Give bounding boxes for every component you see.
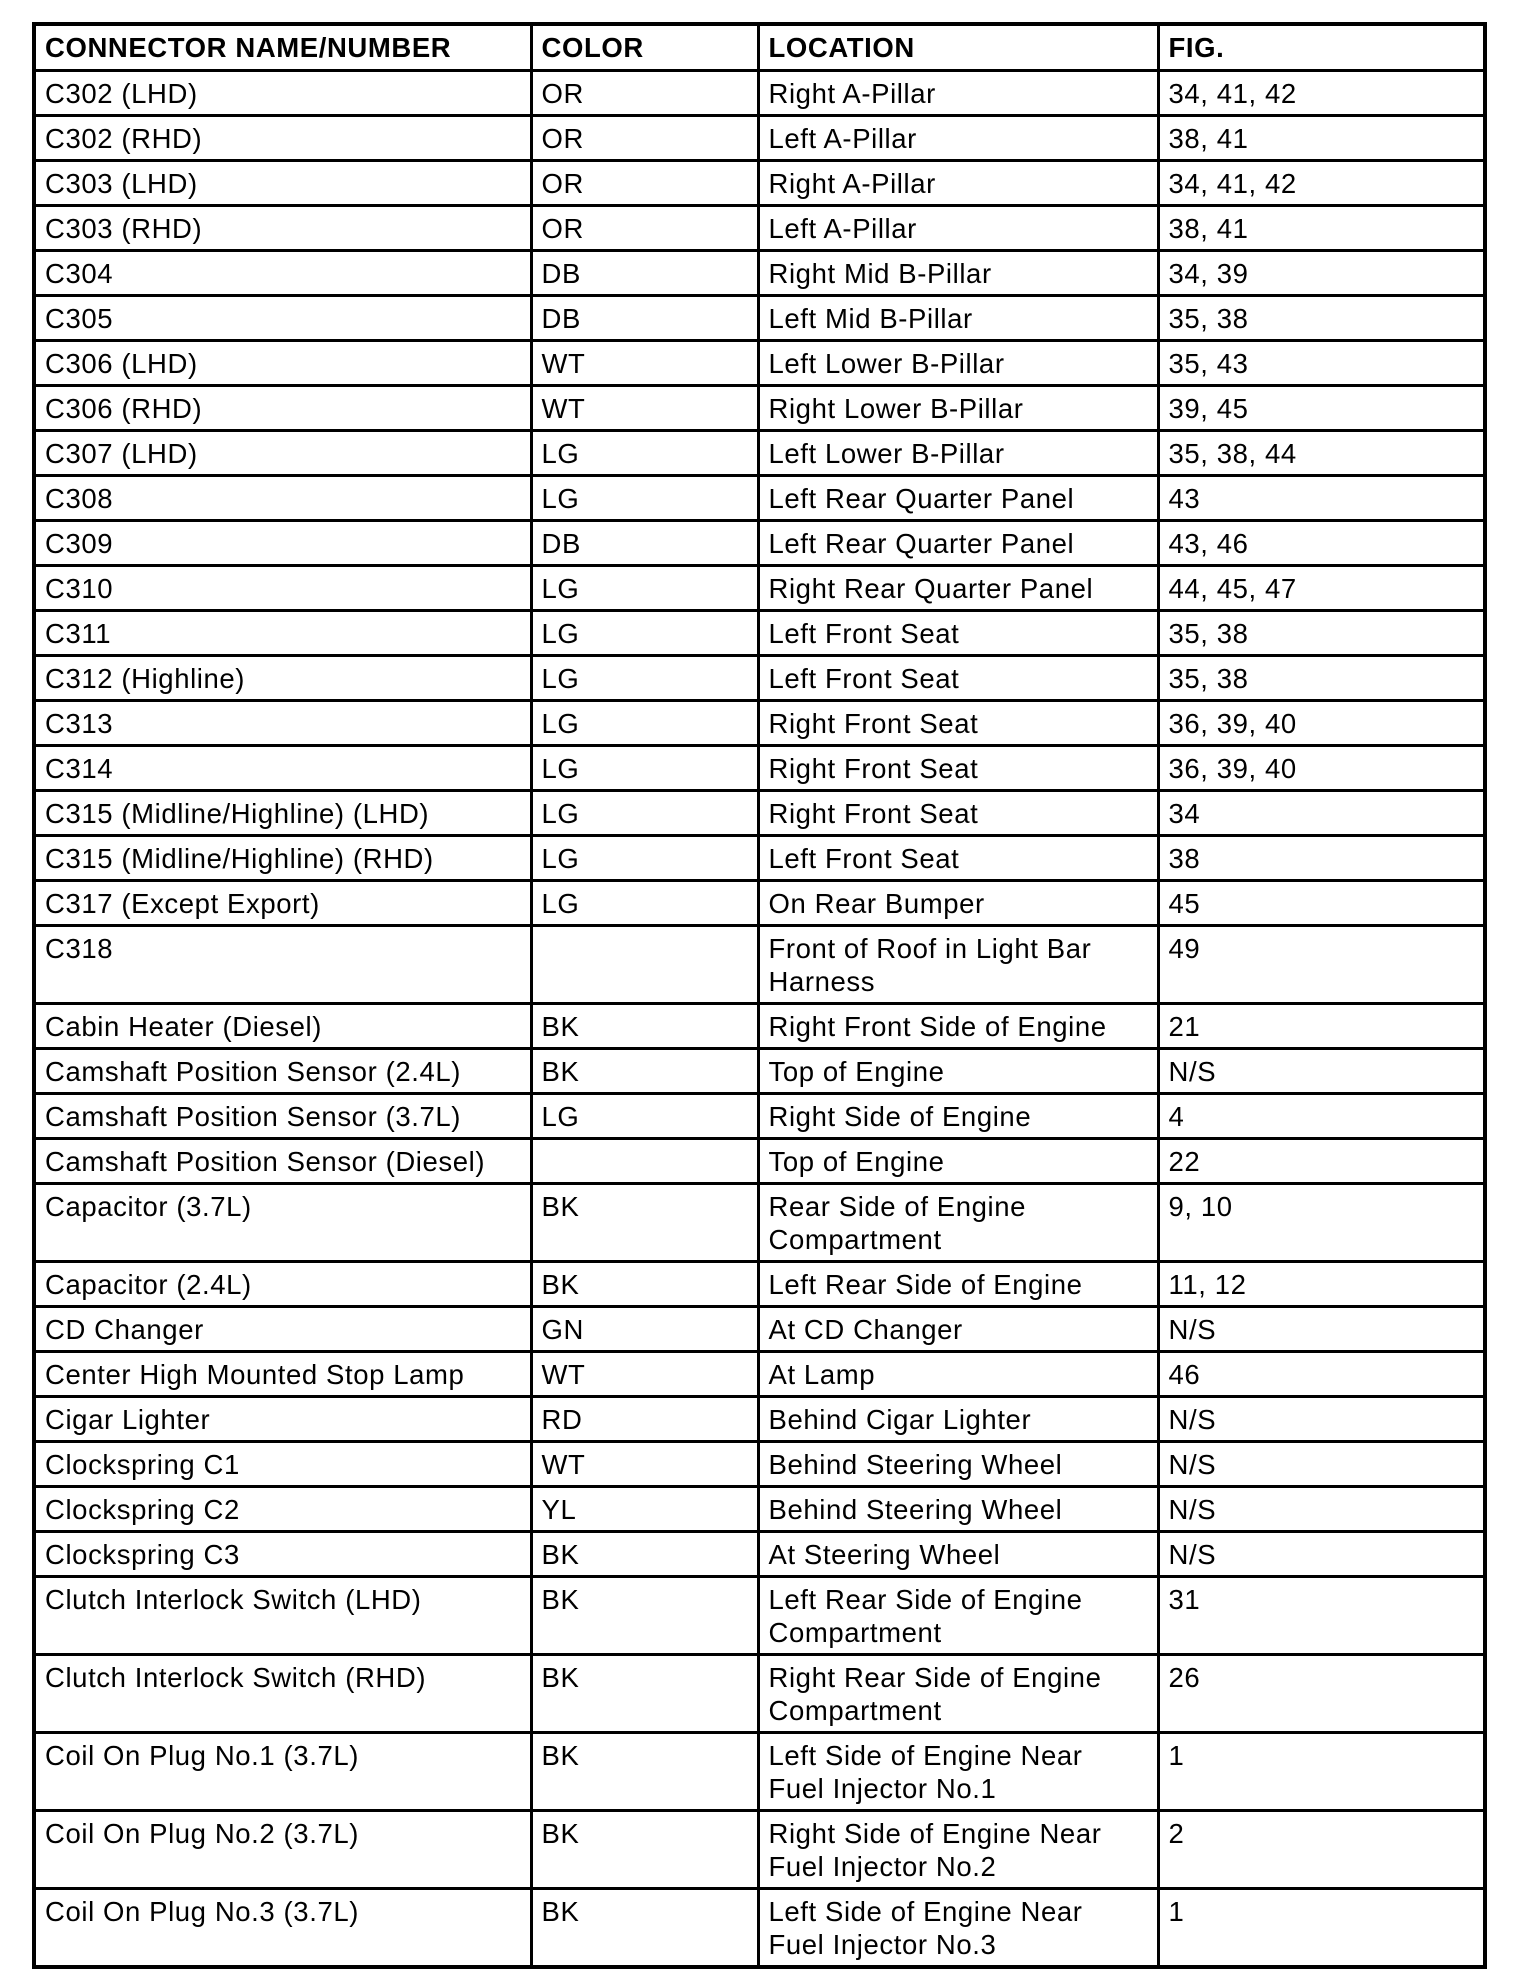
cell-connector-name: C313	[34, 701, 531, 746]
cell-connector-name: C309	[34, 521, 531, 566]
cell-fig: 1	[1158, 1733, 1485, 1811]
cell-location: Behind Steering Wheel	[758, 1487, 1158, 1532]
cell-fig: 11, 12	[1158, 1262, 1485, 1307]
cell-connector-name: C318	[34, 926, 531, 1004]
cell-color: GN	[531, 1307, 758, 1352]
cell-location: Right Rear Side of Engine Compartment	[758, 1655, 1158, 1733]
cell-location: Left Side of Engine Near Fuel Injector No.1	[758, 1733, 1158, 1811]
cell-fig: 9, 10	[1158, 1184, 1485, 1262]
cell-color: BK	[531, 1889, 758, 1968]
cell-fig: 4	[1158, 1094, 1485, 1139]
cell-fig: 35, 38, 44	[1158, 431, 1485, 476]
cell-color: YL	[531, 1487, 758, 1532]
table-row	[34, 836, 1485, 881]
table-row	[34, 1577, 1485, 1655]
cell-connector-name: Cabin Heater (Diesel)	[34, 1004, 531, 1049]
cell-fig: N/S	[1158, 1049, 1485, 1094]
cell-location: Right Front Seat	[758, 746, 1158, 791]
table-row	[34, 521, 1485, 566]
table-row	[34, 1049, 1485, 1094]
table-row	[34, 791, 1485, 836]
cell-connector-name: Coil On Plug No.2 (3.7L)	[34, 1811, 531, 1889]
table-row	[34, 1487, 1485, 1532]
cell-connector-name: Center High Mounted Stop Lamp	[34, 1352, 531, 1397]
cell-color: LG	[531, 656, 758, 701]
cell-fig: 38, 41	[1158, 206, 1485, 251]
table-body	[34, 71, 1485, 1968]
cell-location: Left Lower B-Pillar	[758, 431, 1158, 476]
cell-color: BK	[531, 1577, 758, 1655]
table-row	[34, 206, 1485, 251]
table-row	[34, 1262, 1485, 1307]
cell-fig: 49	[1158, 926, 1485, 1004]
table-row	[34, 611, 1485, 656]
cell-color: BK	[531, 1184, 758, 1262]
table-row	[34, 1094, 1485, 1139]
cell-location: Right A-Pillar	[758, 71, 1158, 116]
cell-color: LG	[531, 566, 758, 611]
cell-fig: 34, 41, 42	[1158, 161, 1485, 206]
cell-connector-name: C307 (LHD)	[34, 431, 531, 476]
cell-color: BK	[531, 1811, 758, 1889]
cell-location: At Lamp	[758, 1352, 1158, 1397]
cell-location: Left Mid B-Pillar	[758, 296, 1158, 341]
cell-fig: 38, 41	[1158, 116, 1485, 161]
cell-connector-name: Coil On Plug No.3 (3.7L)	[34, 1889, 531, 1968]
cell-connector-name: C302 (LHD)	[34, 71, 531, 116]
cell-color	[531, 926, 758, 1004]
cell-fig: 43, 46	[1158, 521, 1485, 566]
cell-connector-name: C312 (Highline)	[34, 656, 531, 701]
table-row	[34, 566, 1485, 611]
cell-location: Top of Engine	[758, 1139, 1158, 1184]
cell-fig: 2	[1158, 1811, 1485, 1889]
cell-fig: 22	[1158, 1139, 1485, 1184]
cell-location: Right Rear Quarter Panel	[758, 566, 1158, 611]
cell-color: LG	[531, 791, 758, 836]
table-row	[34, 1352, 1485, 1397]
cell-fig: 1	[1158, 1889, 1485, 1968]
cell-fig: 34, 39	[1158, 251, 1485, 296]
cell-fig: 44, 45, 47	[1158, 566, 1485, 611]
cell-color: LG	[531, 431, 758, 476]
table-row	[34, 1655, 1485, 1733]
cell-connector-name: C311	[34, 611, 531, 656]
cell-connector-name: Cigar Lighter	[34, 1397, 531, 1442]
cell-color: BK	[531, 1049, 758, 1094]
header-location: LOCATION	[758, 24, 1158, 71]
cell-color: LG	[531, 611, 758, 656]
cell-connector-name: C306 (RHD)	[34, 386, 531, 431]
table-row	[34, 251, 1485, 296]
cell-connector-name: Capacitor (3.7L)	[34, 1184, 531, 1262]
table-row	[34, 431, 1485, 476]
cell-connector-name: C310	[34, 566, 531, 611]
cell-connector-name: C303 (LHD)	[34, 161, 531, 206]
cell-fig: 46	[1158, 1352, 1485, 1397]
cell-location: Rear Side of Engine Compartment	[758, 1184, 1158, 1262]
cell-fig: 38	[1158, 836, 1485, 881]
table-row	[34, 1811, 1485, 1889]
table-row	[34, 341, 1485, 386]
cell-fig: 26	[1158, 1655, 1485, 1733]
cell-connector-name: Coil On Plug No.1 (3.7L)	[34, 1733, 531, 1811]
cell-location: Right Front Side of Engine	[758, 1004, 1158, 1049]
cell-location: Right A-Pillar	[758, 161, 1158, 206]
cell-location: Left Front Seat	[758, 611, 1158, 656]
cell-fig: 35, 38	[1158, 296, 1485, 341]
cell-color: BK	[531, 1262, 758, 1307]
cell-color: BK	[531, 1655, 758, 1733]
cell-connector-name: Clockspring C3	[34, 1532, 531, 1577]
table-row	[34, 1889, 1485, 1968]
cell-fig: N/S	[1158, 1397, 1485, 1442]
table-row	[34, 926, 1485, 1004]
cell-location: Right Front Seat	[758, 701, 1158, 746]
cell-fig: 34	[1158, 791, 1485, 836]
table-row	[34, 296, 1485, 341]
cell-color: WT	[531, 386, 758, 431]
cell-fig: N/S	[1158, 1487, 1485, 1532]
cell-fig: N/S	[1158, 1532, 1485, 1577]
cell-connector-name: C314	[34, 746, 531, 791]
cell-location: Right Side of Engine Near Fuel Injector No.2	[758, 1811, 1158, 1889]
table-row	[34, 476, 1485, 521]
table-row	[34, 1397, 1485, 1442]
cell-location: Right Front Seat	[758, 791, 1158, 836]
cell-color: LG	[531, 746, 758, 791]
table-row	[34, 116, 1485, 161]
cell-connector-name: C303 (RHD)	[34, 206, 531, 251]
cell-location: At CD Changer	[758, 1307, 1158, 1352]
cell-connector-name: C306 (LHD)	[34, 341, 531, 386]
cell-color: BK	[531, 1733, 758, 1811]
cell-color: DB	[531, 296, 758, 341]
table-row	[34, 386, 1485, 431]
cell-color: OR	[531, 71, 758, 116]
cell-connector-name: Clutch Interlock Switch (RHD)	[34, 1655, 531, 1733]
cell-location: Front of Roof in Light Bar Harness	[758, 926, 1158, 1004]
cell-color: DB	[531, 521, 758, 566]
cell-location: Right Lower B-Pillar	[758, 386, 1158, 431]
cell-connector-name: Clockspring C1	[34, 1442, 531, 1487]
header-color: COLOR	[531, 24, 758, 71]
cell-connector-name: C308	[34, 476, 531, 521]
table-row	[34, 746, 1485, 791]
cell-color	[531, 1139, 758, 1184]
cell-color: LG	[531, 836, 758, 881]
cell-location: Left A-Pillar	[758, 116, 1158, 161]
table-row	[34, 1532, 1485, 1577]
cell-fig: 43	[1158, 476, 1485, 521]
cell-fig: 36, 39, 40	[1158, 701, 1485, 746]
cell-color: LG	[531, 701, 758, 746]
cell-connector-name: Clutch Interlock Switch (LHD)	[34, 1577, 531, 1655]
cell-color: DB	[531, 251, 758, 296]
cell-connector-name: C315 (Midline/Highline) (RHD)	[34, 836, 531, 881]
cell-location: Behind Cigar Lighter	[758, 1397, 1158, 1442]
cell-color: OR	[531, 161, 758, 206]
cell-location: Left Lower B-Pillar	[758, 341, 1158, 386]
cell-location: Left A-Pillar	[758, 206, 1158, 251]
cell-connector-name: Camshaft Position Sensor (2.4L)	[34, 1049, 531, 1094]
cell-fig: 45	[1158, 881, 1485, 926]
cell-fig: 36, 39, 40	[1158, 746, 1485, 791]
cell-color: OR	[531, 206, 758, 251]
cell-color: LG	[531, 881, 758, 926]
table-row	[34, 1004, 1485, 1049]
cell-fig: 31	[1158, 1577, 1485, 1655]
cell-color: RD	[531, 1397, 758, 1442]
cell-location: At Steering Wheel	[758, 1532, 1158, 1577]
cell-color: LG	[531, 476, 758, 521]
cell-location: Left Front Seat	[758, 656, 1158, 701]
cell-fig: 35, 43	[1158, 341, 1485, 386]
cell-location: Left Rear Side of Engine Compartment	[758, 1577, 1158, 1655]
cell-color: LG	[531, 1094, 758, 1139]
table-row	[34, 1139, 1485, 1184]
cell-connector-name: C317 (Except Export)	[34, 881, 531, 926]
cell-fig: N/S	[1158, 1307, 1485, 1352]
cell-fig: 21	[1158, 1004, 1485, 1049]
table-row	[34, 1307, 1485, 1352]
cell-fig: N/S	[1158, 1442, 1485, 1487]
table-row	[34, 1733, 1485, 1811]
table-row	[34, 1442, 1485, 1487]
cell-color: WT	[531, 1352, 758, 1397]
cell-connector-name: Camshaft Position Sensor (Diesel)	[34, 1139, 531, 1184]
cell-connector-name: C302 (RHD)	[34, 116, 531, 161]
cell-location: Top of Engine	[758, 1049, 1158, 1094]
cell-connector-name: C315 (Midline/Highline) (LHD)	[34, 791, 531, 836]
cell-location: Left Rear Quarter Panel	[758, 521, 1158, 566]
cell-connector-name: CD Changer	[34, 1307, 531, 1352]
cell-color: BK	[531, 1532, 758, 1577]
connector-table	[32, 22, 1487, 1969]
table-row	[34, 701, 1485, 746]
cell-color: OR	[531, 116, 758, 161]
cell-connector-name: C305	[34, 296, 531, 341]
cell-fig: 34, 41, 42	[1158, 71, 1485, 116]
table-row	[34, 71, 1485, 116]
cell-location: On Rear Bumper	[758, 881, 1158, 926]
cell-connector-name: Clockspring C2	[34, 1487, 531, 1532]
header-connector-name: CONNECTOR NAME/NUMBER	[34, 24, 531, 71]
cell-location: Left Front Seat	[758, 836, 1158, 881]
cell-fig: 39, 45	[1158, 386, 1485, 431]
cell-location: Left Side of Engine Near Fuel Injector No.3	[758, 1889, 1158, 1968]
table-row	[34, 1184, 1485, 1262]
table-header-row	[34, 24, 1485, 71]
cell-connector-name: Camshaft Position Sensor (3.7L)	[34, 1094, 531, 1139]
cell-connector-name: Capacitor (2.4L)	[34, 1262, 531, 1307]
table-row	[34, 161, 1485, 206]
cell-fig: 35, 38	[1158, 611, 1485, 656]
cell-location: Left Rear Quarter Panel	[758, 476, 1158, 521]
table-row	[34, 881, 1485, 926]
header-fig: FIG.	[1158, 24, 1485, 71]
cell-color: BK	[531, 1004, 758, 1049]
table-row	[34, 656, 1485, 701]
cell-connector-name: C304	[34, 251, 531, 296]
cell-location: Behind Steering Wheel	[758, 1442, 1158, 1487]
cell-color: WT	[531, 1442, 758, 1487]
cell-location: Right Mid B-Pillar	[758, 251, 1158, 296]
cell-location: Left Rear Side of Engine	[758, 1262, 1158, 1307]
cell-location: Right Side of Engine	[758, 1094, 1158, 1139]
cell-fig: 35, 38	[1158, 656, 1485, 701]
cell-color: WT	[531, 341, 758, 386]
